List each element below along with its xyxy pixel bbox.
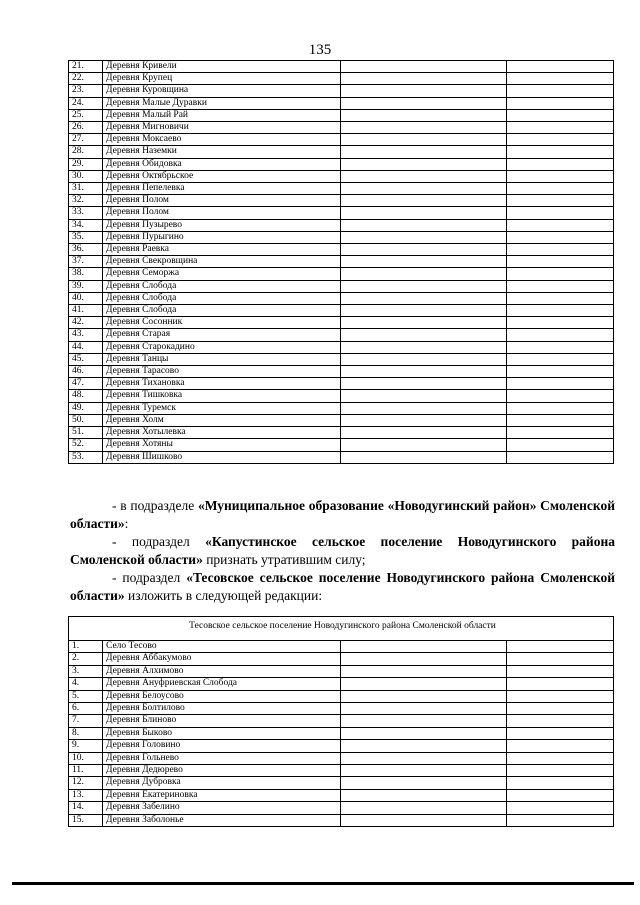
table-row bbox=[69, 317, 614, 329]
table-row bbox=[69, 231, 614, 243]
empty-cell bbox=[341, 195, 507, 207]
empty-cell bbox=[341, 703, 507, 715]
settlement-name: Деревня Старокадино bbox=[103, 341, 341, 353]
empty-cell bbox=[341, 353, 507, 365]
empty-cell bbox=[341, 183, 507, 195]
row-number: 52. bbox=[69, 439, 103, 451]
table-row bbox=[69, 109, 614, 121]
empty-cell bbox=[341, 73, 507, 85]
row-number: 32. bbox=[69, 195, 103, 207]
settlement-name: Деревня Танцы bbox=[103, 353, 341, 365]
table-row bbox=[69, 703, 614, 715]
empty-cell bbox=[507, 665, 614, 677]
row-number: 40. bbox=[69, 292, 103, 304]
paragraph-kapustinskoe bbox=[70, 533, 615, 569]
empty-cell bbox=[507, 341, 614, 353]
empty-cell bbox=[341, 85, 507, 97]
settlement-name: Деревня Малый Рай bbox=[103, 109, 341, 121]
settlement-name: Деревня Тарасово bbox=[103, 366, 341, 378]
empty-cell bbox=[507, 427, 614, 439]
table-row bbox=[69, 280, 614, 292]
settlement-name: Деревня Болтилово bbox=[103, 703, 341, 715]
empty-cell bbox=[507, 727, 614, 739]
empty-cell bbox=[341, 414, 507, 426]
settlement-name: Деревня Дедюрево bbox=[103, 765, 341, 777]
settlement-name: Деревня Куровщина bbox=[103, 85, 341, 97]
table-row bbox=[69, 678, 614, 690]
table-row bbox=[69, 183, 614, 195]
table-row bbox=[69, 61, 614, 73]
table-row bbox=[69, 690, 614, 702]
settlement-name: Деревня Ануфриевская Слобода bbox=[103, 678, 341, 690]
empty-cell bbox=[341, 244, 507, 256]
empty-cell bbox=[341, 146, 507, 158]
table-header-row bbox=[69, 617, 614, 641]
row-number: 4. bbox=[69, 678, 103, 690]
empty-cell bbox=[341, 653, 507, 665]
settlement-name: Деревня Пурыгино bbox=[103, 231, 341, 243]
row-number: 49. bbox=[69, 402, 103, 414]
row-number: 2. bbox=[69, 653, 103, 665]
empty-cell bbox=[507, 802, 614, 814]
table-row bbox=[69, 653, 614, 665]
empty-cell bbox=[341, 109, 507, 121]
settlement-name: Деревня Пепелевка bbox=[103, 183, 341, 195]
empty-cell bbox=[507, 353, 614, 365]
settlement-name: Деревня Слобода bbox=[103, 280, 341, 292]
tesovskoe-settlements-table bbox=[68, 616, 614, 827]
row-number: 50. bbox=[69, 414, 103, 426]
empty-cell bbox=[507, 109, 614, 121]
settlement-name: Деревня Забелино bbox=[103, 802, 341, 814]
row-number: 13. bbox=[69, 789, 103, 801]
empty-cell bbox=[507, 85, 614, 97]
settlement-name: Деревня Обидовка bbox=[103, 158, 341, 170]
row-number: 14. bbox=[69, 802, 103, 814]
empty-cell bbox=[507, 73, 614, 85]
empty-cell bbox=[341, 341, 507, 353]
empty-cell bbox=[341, 219, 507, 231]
table-row bbox=[69, 170, 614, 182]
empty-cell bbox=[507, 280, 614, 292]
table-row bbox=[69, 134, 614, 146]
settlement-name: Деревня Свекровщина bbox=[103, 256, 341, 268]
table-row bbox=[69, 451, 614, 463]
empty-cell bbox=[341, 765, 507, 777]
settlement-name: Деревня Слобода bbox=[103, 292, 341, 304]
table-row bbox=[69, 802, 614, 814]
table-row bbox=[69, 715, 614, 727]
empty-cell bbox=[507, 256, 614, 268]
settlement-name: Деревня Головино bbox=[103, 740, 341, 752]
empty-cell bbox=[507, 292, 614, 304]
table-row bbox=[69, 641, 614, 653]
table-row bbox=[69, 727, 614, 739]
empty-cell bbox=[507, 170, 614, 182]
empty-cell bbox=[507, 789, 614, 801]
table-row bbox=[69, 378, 614, 390]
row-number: 44. bbox=[69, 341, 103, 353]
row-number: 53. bbox=[69, 451, 103, 463]
empty-cell bbox=[341, 61, 507, 73]
table-row bbox=[69, 122, 614, 134]
settlement-name: Деревня Семоржа bbox=[103, 268, 341, 280]
paragraph-text: : bbox=[124, 516, 129, 531]
row-number: 28. bbox=[69, 146, 103, 158]
empty-cell bbox=[507, 715, 614, 727]
table-row bbox=[69, 73, 614, 85]
table-row bbox=[69, 329, 614, 341]
row-number: 22. bbox=[69, 73, 103, 85]
table-row bbox=[69, 195, 614, 207]
row-number: 37. bbox=[69, 256, 103, 268]
paragraph-tesovskoe bbox=[70, 569, 615, 605]
row-number: 33. bbox=[69, 207, 103, 219]
table-row bbox=[69, 305, 614, 317]
empty-cell bbox=[341, 170, 507, 182]
settlement-name: Деревня Моксаево bbox=[103, 134, 341, 146]
settlement-name: Деревня Туремск bbox=[103, 402, 341, 414]
empty-cell bbox=[341, 366, 507, 378]
settlement-name: Деревня Раевка bbox=[103, 244, 341, 256]
table-row bbox=[69, 777, 614, 789]
table-row bbox=[69, 414, 614, 426]
empty-cell bbox=[507, 305, 614, 317]
row-number: 34. bbox=[69, 219, 103, 231]
empty-cell bbox=[507, 134, 614, 146]
empty-cell bbox=[507, 158, 614, 170]
empty-cell bbox=[507, 97, 614, 109]
empty-cell bbox=[341, 439, 507, 451]
footer-divider bbox=[12, 882, 634, 885]
table-row bbox=[69, 244, 614, 256]
row-number: 47. bbox=[69, 378, 103, 390]
table-row bbox=[69, 752, 614, 764]
paragraph-subsection-novodugino bbox=[70, 497, 615, 533]
table-row bbox=[69, 353, 614, 365]
settlement-name: Деревня Заболонье bbox=[103, 814, 341, 826]
empty-cell bbox=[507, 183, 614, 195]
empty-cell bbox=[341, 256, 507, 268]
table-row bbox=[69, 427, 614, 439]
empty-cell bbox=[507, 703, 614, 715]
empty-cell bbox=[341, 802, 507, 814]
empty-cell bbox=[341, 97, 507, 109]
settlement-name: Деревня Блиново bbox=[103, 715, 341, 727]
empty-cell bbox=[341, 390, 507, 402]
empty-cell bbox=[341, 727, 507, 739]
empty-cell bbox=[341, 280, 507, 292]
row-number: 15. bbox=[69, 814, 103, 826]
empty-cell bbox=[341, 814, 507, 826]
row-number: 31. bbox=[69, 183, 103, 195]
table-row bbox=[69, 665, 614, 677]
paragraph-text: - подраздел bbox=[112, 534, 206, 549]
table-row bbox=[69, 146, 614, 158]
empty-cell bbox=[341, 329, 507, 341]
row-number: 29. bbox=[69, 158, 103, 170]
settlement-name: Деревня Гольнево bbox=[103, 752, 341, 764]
empty-cell bbox=[507, 378, 614, 390]
empty-cell bbox=[341, 665, 507, 677]
table-row bbox=[69, 366, 614, 378]
settlement-name: Деревня Пузырево bbox=[103, 219, 341, 231]
settlement-name: Деревня Хотяны bbox=[103, 439, 341, 451]
row-number: 45. bbox=[69, 353, 103, 365]
empty-cell bbox=[507, 740, 614, 752]
row-number: 12. bbox=[69, 777, 103, 789]
table-row bbox=[69, 740, 614, 752]
table-row bbox=[69, 256, 614, 268]
empty-cell bbox=[507, 122, 614, 134]
empty-cell bbox=[341, 641, 507, 653]
settlement-name: Деревня Сосонник bbox=[103, 317, 341, 329]
empty-cell bbox=[341, 292, 507, 304]
empty-cell bbox=[341, 378, 507, 390]
table-row bbox=[69, 219, 614, 231]
empty-cell bbox=[507, 653, 614, 665]
row-number: 7. bbox=[69, 715, 103, 727]
row-number: 51. bbox=[69, 427, 103, 439]
settlement-name: Деревня Быково bbox=[103, 727, 341, 739]
empty-cell bbox=[507, 146, 614, 158]
empty-cell bbox=[341, 777, 507, 789]
empty-cell bbox=[341, 122, 507, 134]
settlement-name: Деревня Полом bbox=[103, 195, 341, 207]
empty-cell bbox=[341, 690, 507, 702]
empty-cell bbox=[507, 765, 614, 777]
settlement-name: Деревня Мигновичи bbox=[103, 122, 341, 134]
row-number: 23. bbox=[69, 85, 103, 97]
empty-cell bbox=[507, 777, 614, 789]
row-number: 21. bbox=[69, 61, 103, 73]
settlement-name: Село Тесово bbox=[103, 641, 341, 653]
page-number: 135 bbox=[308, 42, 332, 58]
empty-cell bbox=[507, 268, 614, 280]
subsection-title: «Муниципальное образование «Новодугинский район» Смоленской области» bbox=[70, 498, 615, 531]
empty-cell bbox=[341, 752, 507, 764]
table-row bbox=[69, 292, 614, 304]
table-row bbox=[69, 390, 614, 402]
empty-cell bbox=[507, 402, 614, 414]
empty-cell bbox=[341, 231, 507, 243]
table-row bbox=[69, 97, 614, 109]
settlement-name: Деревня Дубровка bbox=[103, 777, 341, 789]
settlement-name: Деревня Старая bbox=[103, 329, 341, 341]
empty-cell bbox=[507, 690, 614, 702]
row-number: 43. bbox=[69, 329, 103, 341]
table-row bbox=[69, 268, 614, 280]
paragraph-text: - подраздел bbox=[112, 570, 187, 585]
paragraph-text: изложить в следующей редакции: bbox=[124, 588, 323, 603]
row-number: 1. bbox=[69, 641, 103, 653]
empty-cell bbox=[507, 641, 614, 653]
empty-cell bbox=[507, 195, 614, 207]
row-number: 6. bbox=[69, 703, 103, 715]
paragraph-text: - в подразделе bbox=[112, 498, 198, 513]
settlement-name: Деревня Наземки bbox=[103, 146, 341, 158]
row-number: 38. bbox=[69, 268, 103, 280]
settlement-name: Деревня Полом bbox=[103, 207, 341, 219]
empty-cell bbox=[507, 439, 614, 451]
row-number: 35. bbox=[69, 231, 103, 243]
subsection-title: «Капустинское сельское поселение Новодугинского района Смоленской области» bbox=[70, 534, 615, 567]
row-number: 26. bbox=[69, 122, 103, 134]
table-row bbox=[69, 439, 614, 451]
empty-cell bbox=[341, 268, 507, 280]
row-number: 46. bbox=[69, 366, 103, 378]
table-row bbox=[69, 85, 614, 97]
row-number: 24. bbox=[69, 97, 103, 109]
row-number: 9. bbox=[69, 740, 103, 752]
empty-cell bbox=[341, 427, 507, 439]
empty-cell bbox=[507, 207, 614, 219]
table-row bbox=[69, 814, 614, 826]
settlement-name: Деревня Холм bbox=[103, 414, 341, 426]
row-number: 27. bbox=[69, 134, 103, 146]
empty-cell bbox=[341, 789, 507, 801]
settlement-name: Деревня Крупец bbox=[103, 73, 341, 85]
empty-cell bbox=[341, 158, 507, 170]
empty-cell bbox=[341, 305, 507, 317]
settlement-name: Деревня Слобода bbox=[103, 305, 341, 317]
empty-cell bbox=[341, 134, 507, 146]
row-number: 10. bbox=[69, 752, 103, 764]
settlement-name: Деревня Тишковка bbox=[103, 390, 341, 402]
empty-cell bbox=[341, 207, 507, 219]
subsection-title: «Тесовское сельское поселение Новодугинского района Смоленской области» bbox=[70, 570, 615, 603]
row-number: 8. bbox=[69, 727, 103, 739]
row-number: 41. bbox=[69, 305, 103, 317]
empty-cell bbox=[341, 451, 507, 463]
table-row bbox=[69, 341, 614, 353]
empty-cell bbox=[507, 752, 614, 764]
empty-cell bbox=[507, 244, 614, 256]
row-number: 36. bbox=[69, 244, 103, 256]
row-number: 48. bbox=[69, 390, 103, 402]
empty-cell bbox=[507, 366, 614, 378]
table-row bbox=[69, 207, 614, 219]
empty-cell bbox=[507, 329, 614, 341]
empty-cell bbox=[341, 678, 507, 690]
settlement-name: Деревня Алхимово bbox=[103, 665, 341, 677]
empty-cell bbox=[507, 390, 614, 402]
settlement-name: Деревня Кривели bbox=[103, 61, 341, 73]
empty-cell bbox=[341, 715, 507, 727]
row-number: 11. bbox=[69, 765, 103, 777]
table-row bbox=[69, 789, 614, 801]
table-header: Тесовское сельское поселение Новодугинского района Смоленской области bbox=[69, 617, 614, 641]
empty-cell bbox=[507, 219, 614, 231]
row-number: 3. bbox=[69, 665, 103, 677]
table-row bbox=[69, 765, 614, 777]
settlements-table-continued bbox=[68, 60, 614, 464]
settlement-name: Деревня Хотылевка bbox=[103, 427, 341, 439]
row-number: 25. bbox=[69, 109, 103, 121]
row-number: 42. bbox=[69, 317, 103, 329]
empty-cell bbox=[507, 317, 614, 329]
empty-cell bbox=[507, 814, 614, 826]
settlement-name: Деревня Аббакумово bbox=[103, 653, 341, 665]
row-number: 39. bbox=[69, 280, 103, 292]
settlement-name: Деревня Малые Дуравки bbox=[103, 97, 341, 109]
table-row bbox=[69, 402, 614, 414]
settlement-name: Деревня Тихановка bbox=[103, 378, 341, 390]
settlement-name: Деревня Белоусово bbox=[103, 690, 341, 702]
table-row bbox=[69, 158, 614, 170]
row-number: 5. bbox=[69, 690, 103, 702]
settlement-name: Деревня Екатериновка bbox=[103, 789, 341, 801]
row-number: 30. bbox=[69, 170, 103, 182]
paragraph-text: признать утратившим силу; bbox=[202, 552, 366, 567]
empty-cell bbox=[507, 231, 614, 243]
empty-cell bbox=[341, 317, 507, 329]
settlement-name: Деревня Октябрьское bbox=[103, 170, 341, 182]
settlement-name: Деревня Шишково bbox=[103, 451, 341, 463]
empty-cell bbox=[507, 678, 614, 690]
empty-cell bbox=[341, 740, 507, 752]
empty-cell bbox=[507, 61, 614, 73]
empty-cell bbox=[341, 402, 507, 414]
empty-cell bbox=[507, 451, 614, 463]
empty-cell bbox=[507, 414, 614, 426]
